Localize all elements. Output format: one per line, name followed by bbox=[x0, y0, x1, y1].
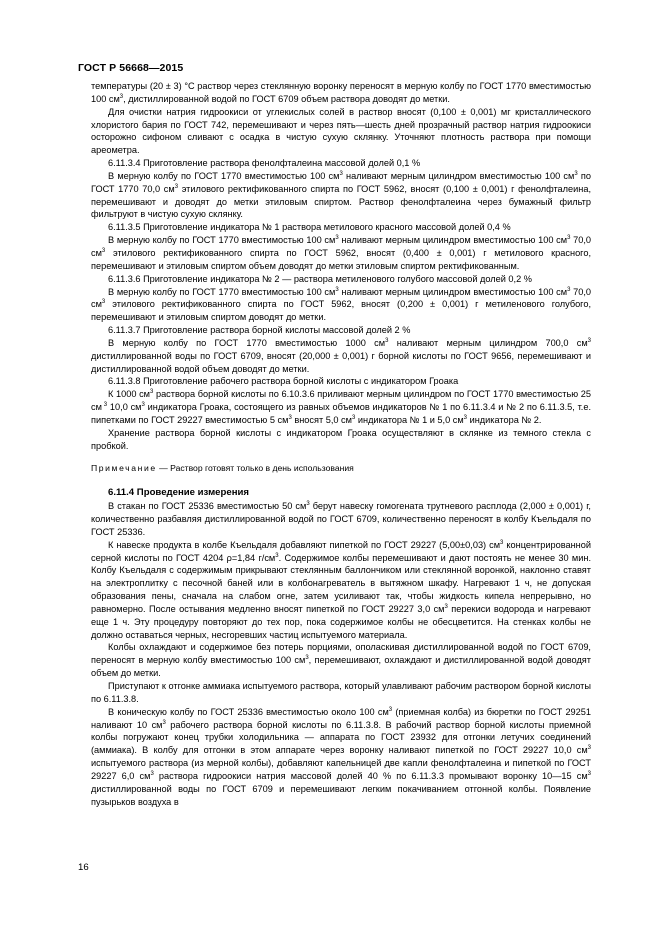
paragraph bbox=[91, 680, 591, 706]
paragraph bbox=[91, 106, 591, 157]
paragraph bbox=[91, 324, 591, 337]
superscript: 3 bbox=[335, 235, 339, 242]
paragraph bbox=[91, 273, 591, 286]
superscript: 3 bbox=[335, 286, 339, 293]
paragraph bbox=[91, 157, 591, 170]
text-run: вносят 5,0 см bbox=[291, 414, 352, 425]
paragraph bbox=[91, 500, 591, 539]
superscript: 3 bbox=[150, 770, 154, 777]
superscript: 3 bbox=[444, 603, 448, 610]
superscript: 3 bbox=[101, 247, 106, 254]
text-run: 6.11.3.5 Приготовление индикатора № 1 раствора метилового красного массовой долей 0,4 % bbox=[108, 222, 511, 233]
superscript: 3 bbox=[567, 235, 571, 242]
text-run: В коническую колбу по ГОСТ 25336 вместимостью около 100 см bbox=[108, 706, 389, 717]
text-run: К 1000 см bbox=[108, 389, 150, 400]
superscript: 3 bbox=[101, 299, 106, 306]
superscript: 3 bbox=[275, 552, 279, 559]
superscript: 3 bbox=[351, 414, 356, 421]
note-label: Примечание bbox=[91, 463, 157, 474]
superscript: 3 bbox=[339, 170, 343, 177]
superscript: 3 bbox=[587, 745, 591, 752]
text-run: дистиллированной воды по ГОСТ 6709 и перемешивают легким покачиванием отгонной колбы. Появление пузырьков воздуха в bbox=[91, 783, 591, 807]
superscript: 3 bbox=[500, 539, 504, 546]
text-run: наливают мерным цилиндром вместимостью 100 см bbox=[338, 235, 568, 246]
superscript: 3 bbox=[567, 286, 571, 293]
paragraph bbox=[91, 221, 591, 234]
superscript: 3 bbox=[574, 170, 578, 177]
text-run: берут навеску гомогената трутневого расплода (2,000 ± 0,001) г, количественно разбавляя дистиллированной водой по ГОСТ 6709, количественно переносят в колбу Къельдаля по ГОСТ 25336. bbox=[91, 501, 591, 537]
superscript: 3 bbox=[174, 183, 179, 190]
page-number: 16 bbox=[78, 862, 89, 873]
text-run: 6.11.3.4 Приготовление раствора фенолфталеина массовой долей 0,1 % bbox=[108, 158, 421, 169]
superscript: 3 bbox=[463, 414, 468, 421]
text-run: наливают мерным цилиндром 700,0 см bbox=[388, 337, 588, 348]
text-run: В стакан по ГОСТ 25336 вместимостью 50 см bbox=[108, 501, 307, 512]
superscript: 3 bbox=[385, 337, 389, 344]
text-run: дистиллированной воды по ГОСТ 6709, вносят (20,000 ± 0,001) г борной кислоты по ГОСТ 9656, перемешивают и дистиллированной водой объем доводят до метки. bbox=[91, 350, 591, 374]
superscript: 3 bbox=[587, 337, 592, 344]
text-run: испытуемого раствора (из мерной колбы), добавляют капельницей две капли фенолфталеина и пипеткой по ГОСТ 29227 6,0 см bbox=[91, 758, 591, 781]
text-run: В мерную колбу по ГОСТ 1770 вместимостью 100 см bbox=[108, 235, 336, 246]
paragraph bbox=[91, 170, 591, 221]
superscript: 3 bbox=[388, 706, 393, 713]
paragraph bbox=[91, 427, 591, 453]
paragraph bbox=[91, 641, 591, 680]
text-run: 10,0 см bbox=[107, 402, 142, 413]
text-run: Хранение раствора борной кислоты с индикатором Гроака осуществляют в склянке из темного стекла с пробкой. bbox=[91, 427, 591, 451]
note-paragraph bbox=[91, 462, 591, 475]
paragraph bbox=[91, 706, 591, 809]
text-run: В мерную колбу по ГОСТ 1770 вместимостью 100 см bbox=[108, 170, 340, 181]
text-run: раствора борной кислоты по 6.10.3.6 приливают мерным цилиндром по ГОСТ 1770 вместимостью 25 см bbox=[91, 389, 591, 413]
text-run: этилового ректификованного спирта по ГОСТ 5962, вносят (0,400 ± 0,001) г метилового красного, перемешивают и этиловым спиртом объем доводят до метки этиловым спиртом ректификованным. bbox=[91, 247, 591, 271]
paragraph bbox=[91, 80, 591, 106]
text-run: температуры (20 ± 3) °С раствор через стеклянную воронку переносят в мерную колбу по ГОСТ 1770 вместимостью 100 см bbox=[91, 81, 591, 104]
text-run: наливают мерным цилиндром вместимостью 100 см bbox=[342, 170, 575, 181]
paragraph bbox=[91, 375, 591, 388]
text-run: , дистиллированной водой по ГОСТ 6709 объем раствора доводят до метки. bbox=[123, 93, 450, 104]
superscript: 3 bbox=[119, 93, 124, 100]
text-run: этилового ректификованного спирта по ГОСТ 5962, вносят (0,100 ± 0,001) г фенолфталеина, перемешивают и доводят до метки этиловым спиртом. Раствор фенолфталеина через бумажный фильтр фильтруют в чистую сухую склянку. bbox=[91, 183, 591, 220]
text-run: индикатора Гроака, состоящего из равных объемов индикаторов № 1 по 6.11.3.4 и № 2 по 6.11.3.5, т.е. пипетками по ГОСТ 29227 вместимостью 5 см bbox=[91, 402, 592, 425]
superscript: 3 bbox=[162, 719, 166, 726]
text-run: раствора гидроокиси натрия массовой долей 40 % по 6.11.3.3 промывают воронку 10—15 см bbox=[153, 770, 588, 781]
superscript: 3 bbox=[305, 655, 309, 662]
text-run: наливают мерным цилиндром вместимостью 100 см bbox=[338, 286, 568, 297]
paragraph bbox=[91, 337, 591, 376]
text-run: Приступают к отгонке аммиака испытуемого раствора, который улавливают рабочим раствором борной кислоты по 6.11.3.8. bbox=[91, 680, 591, 704]
text-run: 70,0 см bbox=[91, 286, 591, 310]
text-run: Для очистки натрия гидроокиси от углекислых солей в раствор вносят (0,100 ± 0,001) мг кристаллического хлористого бария по ГОСТ 742, перемешивают и через пять—шесть дней прозрачный раствор натрия гидроокиси осторожно сифоном сливают с осадка в чистую сухую склянку. Уточняют плотность раствора при помощи ареометра. bbox=[91, 106, 591, 156]
superscript: 3 bbox=[149, 389, 154, 396]
text-run: 6.11.3.7 Приготовление раствора борной кислоты массовой долей 2 % bbox=[108, 325, 411, 336]
text-run: индикатора № 1 и 5,0 см bbox=[355, 414, 464, 425]
note-text: — Раствор готовят только в день использования bbox=[156, 463, 354, 474]
superscript: 3 bbox=[288, 414, 292, 421]
text-run: концентрированной серной кислоты по ГОСТ 4204 ρ=1,84 г/см bbox=[91, 539, 591, 563]
superscript: 3 bbox=[141, 402, 145, 409]
superscript: 3 bbox=[306, 501, 310, 508]
text-run: Колбы охлаждают и содержимое без потерь порциями, ополаскивая дистиллированной водой по ГОСТ 6709, переносят в мерную колбу вместимостью 100 см bbox=[91, 642, 591, 666]
superscript: 3 bbox=[101, 402, 108, 409]
text-run: перекиси водорода и нагревают еще 1 ч. Эту процедуру повторяют до тех пор, пока содержимое колбы не обесцветится. На стенках колбы не должно оставаться черных, несгоревших частиц испытуемого материала. bbox=[91, 603, 591, 640]
document-body bbox=[91, 80, 591, 808]
text-run: 6.11.3.8 Приготовление рабочего раствора борной кислоты с индикатором Гроака bbox=[108, 376, 459, 387]
paragraph bbox=[91, 539, 591, 642]
paragraph bbox=[91, 234, 591, 273]
text-run: рабочего раствора борной кислоты по 6.11.3.8. В рабочий раствор борной кислоты приемной колбы погружают конец трубки холодильника — аппарата по ГОСТ 23932 для отгонки летучих соединений (аммиака). В колбу для отгонки в этом аппарате через воронку наливают пипеткой по ГОСТ 29227 10,0 см bbox=[91, 719, 591, 756]
text-run: В мерную колбу по ГОСТ 1770 вместимостью 1000 см bbox=[108, 337, 386, 348]
text-run: по ГОСТ 1770 70,0 см bbox=[91, 170, 591, 194]
text-run: , перемешивают, охлаждают и дистиллированной водой доводят объем до метки. bbox=[91, 655, 591, 679]
paragraph bbox=[91, 286, 591, 325]
text-run: (приемная колба) из бюретки по ГОСТ 29251 наливают 10 см bbox=[91, 706, 591, 730]
superscript: 3 bbox=[587, 770, 592, 777]
text-run: В мерную колбу по ГОСТ 1770 вместимостью 100 см bbox=[108, 286, 336, 297]
text-run: этилового ректификованного спирта по ГОСТ 5962, вносят (0,200 ± 0,001) г метиленового голубого, перемешивают и этиловым спиртом доводят до метки. bbox=[91, 299, 591, 323]
text-run: К навеске продукта в колбе Къельдаля добавляют пипеткой по ГОСТ 29227 (5,00±0,03) см bbox=[108, 539, 501, 550]
paragraph bbox=[91, 388, 591, 427]
section-heading: 6.11.4 Проведение измерения bbox=[108, 487, 249, 499]
text-run: 70,0 см bbox=[91, 235, 591, 258]
document-header: ГОСТ Р 56668—2015 bbox=[78, 62, 184, 74]
text-run: . Содержимое колбы перемешивают и дают постоять не менее 30 мин. Колбу Къельдаля с содержимым прикрывают стеклянным баллончиком или стеклянной воронкой, наклонно ставят на электроплитку с песочной баней или в колбонагреватель в вытяжном шкафу. Нагревают 1 ч, не допуская образования пены, сначала на слабом огне, затем усиливают так, чтобы жидкость кипела непрерывно, но равномерно. После остывания медленно вносят пипеткой по ГОСТ 29227 3,0 см bbox=[91, 552, 591, 614]
text-run: индикатора № 2. bbox=[467, 414, 542, 425]
text-run: 6.11.3.6 Приготовление индикатора № 2 — раствора метиленового голубого массовой долей 0,2 % bbox=[108, 273, 532, 284]
